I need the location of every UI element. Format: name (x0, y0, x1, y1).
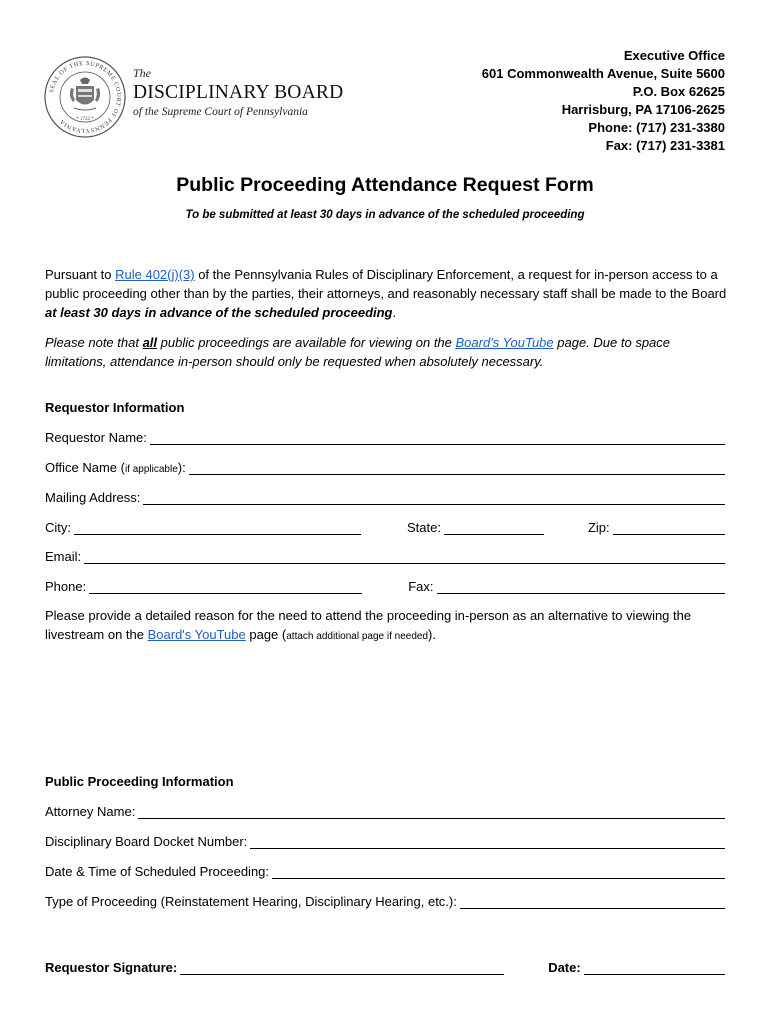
intro-deadline: at least 30 days in advance of the scheduled proceeding (45, 305, 393, 320)
signature-field[interactable] (180, 961, 504, 975)
email-row (45, 546, 725, 564)
city-state-zip-row (45, 517, 725, 535)
requestor-name-field[interactable] (150, 431, 725, 445)
signature-row (45, 957, 725, 975)
docket-number-field[interactable] (250, 835, 725, 849)
reason-text: Please provide a detailed reason for the need to attend the proceeding in-person as an alternative to viewing the livestream on the (45, 608, 692, 642)
note-all: all (142, 335, 158, 350)
proceeding-type-label: Type of Proceeding (Reinstatement Hearing, Disciplinary Hearing, etc.): (45, 894, 457, 909)
logo-the: The (133, 66, 151, 80)
note-text: Please note that (45, 335, 143, 350)
form-title: Public Proceeding Attendance Request Form (176, 174, 594, 196)
reason-paragraph (45, 606, 727, 646)
intro-text-2: of the Pennsylvania Rules of Disciplinary Enforcement, a request for in-person access to a public proceeding other than by the parties, their attorneys, and reasonably necessary staff shall be made to the Board (45, 267, 727, 301)
office-address (482, 47, 725, 155)
email-label: Email: (45, 549, 82, 564)
office-name-label (45, 460, 189, 475)
intro-end: . (392, 305, 397, 320)
attorney-name-row (45, 801, 725, 819)
intro-text: Pursuant to (45, 267, 116, 282)
reason-small: attach additional page if needed (286, 631, 429, 642)
proceeding-datetime-field[interactable] (272, 865, 725, 879)
youtube-link[interactable]: Board's YouTube (455, 335, 554, 350)
mailing-address-label: Mailing Address: (45, 490, 141, 505)
office-label-a: Office Name ( (45, 460, 125, 475)
rule-link[interactable]: Rule 402(j)(3) (115, 267, 195, 282)
office-name-row (45, 457, 725, 475)
office-city: Harrisburg, PA 17106-2625 (561, 102, 725, 117)
office-label-small: if applicable (124, 464, 178, 475)
city-field[interactable] (74, 521, 361, 535)
state-label: State: (407, 520, 441, 535)
mailing-address-field[interactable] (143, 491, 725, 505)
zip-field[interactable] (613, 521, 725, 535)
requestor-name-row (45, 427, 725, 445)
attorney-name-field[interactable] (138, 805, 725, 819)
supreme-court-seal-icon (44, 56, 126, 138)
office-name-field[interactable] (189, 461, 725, 475)
fax-field[interactable] (437, 580, 726, 594)
phone-label: Phone: (45, 579, 87, 594)
requestor-name-label: Requestor Name: (45, 430, 147, 445)
date-field[interactable] (584, 961, 725, 975)
email-field[interactable] (84, 550, 725, 564)
seal-year: * 1722 * (76, 117, 94, 122)
proceeding-type-field[interactable] (460, 895, 725, 909)
city-label: City: (45, 520, 71, 535)
office-street: 601 Commonwealth Avenue, Suite 5600 (481, 66, 725, 81)
attorney-name-label: Attorney Name: (45, 804, 136, 819)
proceeding-type-row (45, 891, 725, 909)
note-paragraph (45, 333, 727, 371)
intro-paragraph (45, 265, 727, 322)
office-label-b: ): (177, 460, 186, 475)
phone-fax-row (45, 576, 725, 594)
office-pobox: P.O. Box 62625 (632, 84, 725, 99)
requestor-heading: Requestor Information (45, 400, 185, 415)
reason-text-2: page ( (245, 627, 287, 642)
fax-label: Fax: (408, 579, 434, 594)
proceeding-datetime-label: Date & Time of Scheduled Proceeding: (45, 864, 270, 879)
reason-youtube-link[interactable]: Board's YouTube (147, 627, 246, 642)
form-subtitle: To be submitted at least 30 days in advance of the scheduled proceeding (185, 209, 585, 221)
office-fax: Fax: (717) 231-3381 (605, 138, 725, 153)
reason-textarea[interactable] (45, 650, 725, 765)
note-text-3: page. Due to space limitations, attendance in-person should only be requested when absolutely necessary. (45, 335, 671, 369)
mailing-address-row (45, 487, 725, 505)
logo-title: DISCIPLINARY BOARD (133, 82, 344, 103)
logo-subtitle: of the Supreme Court of Pennsylvania (133, 106, 308, 118)
reason-end: ). (428, 627, 436, 642)
office-name: Executive Office (623, 48, 725, 63)
proceeding-heading: Public Proceeding Information (45, 774, 234, 789)
office-phone: Phone: (717) 231-3380 (588, 120, 725, 135)
date-label: Date: (548, 960, 581, 975)
seal-ring-text: SEAL OF THE SUPREME COURT OF PENNSYLVANIA (48, 59, 123, 135)
docket-number-label: Disciplinary Board Docket Number: (45, 834, 248, 849)
proceeding-datetime-row (45, 861, 725, 879)
note-text-2: public proceedings are available for viewing on the (157, 335, 456, 350)
zip-label: Zip: (587, 520, 610, 535)
signature-label: Requestor Signature: (45, 960, 178, 975)
state-field[interactable] (444, 521, 544, 535)
phone-field[interactable] (89, 580, 362, 594)
docket-number-row (45, 831, 725, 849)
